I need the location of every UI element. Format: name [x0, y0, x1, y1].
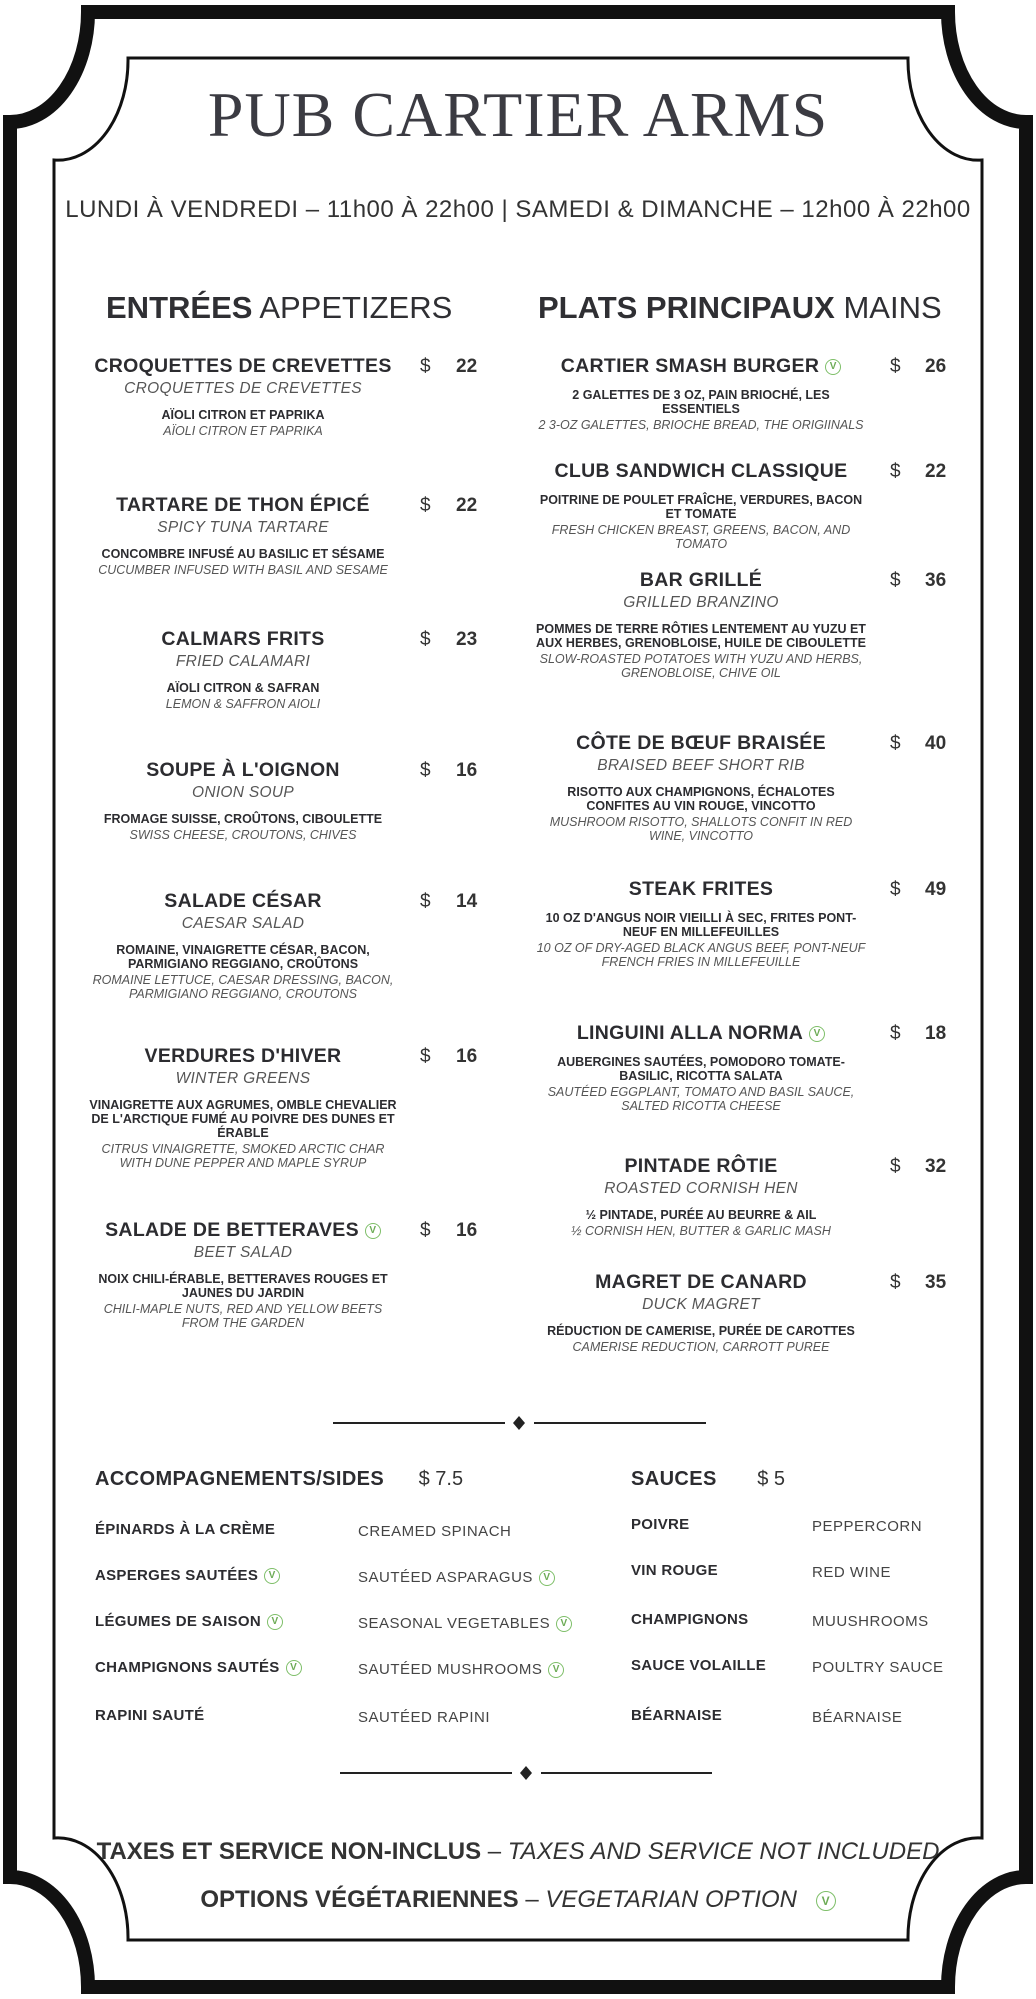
item-description-en: CAMERISE REDUCTION, CARROTT PUREE	[572, 1340, 830, 1354]
divider-ornament	[333, 1416, 706, 1430]
menu-item	[535, 1271, 867, 1354]
mains-heading-en: MAINS	[843, 290, 942, 325]
item-name	[88, 628, 398, 651]
item-description-en: CITRUS VINAIGRETTE, SMOKED ARCTIC CHAR WITH DUNE PEPPER AND MAPLE SYRUP	[101, 1142, 385, 1170]
menu-item	[88, 759, 398, 842]
sides-heading-row	[95, 1468, 463, 1491]
menu-item	[535, 1155, 867, 1238]
taxes-separator: –	[487, 1838, 502, 1865]
side-item-fr-text: CHAMPIGNONS SAUTÉS	[95, 1659, 280, 1676]
item-price: 36	[925, 570, 947, 591]
item-description: ROMAINE, VINAIGRETTE CÉSAR, BACON, PARMIGIANO REGGIANO, CROÛTONS	[116, 943, 370, 971]
item-name	[88, 1045, 398, 1068]
item-description-en: MUSHROOM RISOTTO, SHALLOTS CONFIT IN RED WINE, VINCOTTO	[549, 815, 853, 843]
item-description: ½ PINTADE, PURÉE AU BEURRE & AIL	[585, 1208, 817, 1222]
side-item-en	[358, 1661, 564, 1678]
item-description-en: CHILI-MAPLE NUTS, RED AND YELLOW BEETS FROM THE GARDEN	[103, 1302, 383, 1330]
item-description: RÉDUCTION DE CAMERISE, PURÉE DE CAROTTES	[547, 1324, 855, 1338]
appetizers-heading-fr: ENTRÉES	[106, 290, 253, 325]
side-item-fr-text: ASPERGES SAUTÉES	[95, 1567, 259, 1584]
appetizers-heading	[106, 290, 452, 326]
restaurant-title: PUB CARTIER ARMS	[207, 79, 829, 150]
side-item-en	[812, 1518, 922, 1535]
item-price: 14	[456, 891, 478, 912]
item-name-en: CAESAR SALAD	[181, 915, 305, 932]
side-item-fr	[95, 1707, 204, 1724]
item-name-text: VERDURES D'HIVER	[144, 1045, 342, 1067]
item-description: VINAIGRETTE AUX AGRUMES, OMBLE CHEVALIER DE L'ARCTIQUE FUMÉ AU POIVRE DES DUNES ET ÉRABLE	[89, 1098, 397, 1140]
side-item-fr	[631, 1657, 766, 1674]
item-price: 32	[925, 1156, 947, 1177]
item-name-text: LINGUINI ALLA NORMA	[576, 1022, 804, 1044]
mains-heading-fr: PLATS PRINCIPAUX	[538, 290, 835, 325]
side-item-en-text: SEASONAL VEGETABLES	[358, 1615, 551, 1632]
side-item-fr	[631, 1611, 748, 1628]
item-name-text: CÔTE DE BŒUF BRAISÉE	[576, 732, 826, 754]
item-name-text: STEAK FRITES	[628, 878, 774, 900]
item-price: 16	[456, 1046, 478, 1067]
item-name-en: FRIED CALAMARI	[175, 653, 311, 670]
item-name-en: DUCK MAGRET	[642, 1296, 760, 1313]
item-description: RISOTTO AUX CHAMPIGNONS, ÉCHALOTES CONFITES AU VIN ROUGE, VINCOTTO	[567, 785, 835, 813]
item-price: 40	[925, 733, 947, 754]
item-description: NOIX CHILI-ÉRABLE, BETTERAVES ROUGES ET JAUNES DU JARDIN	[98, 1272, 388, 1300]
item-name-text: CLUB SANDWICH CLASSIQUE	[554, 460, 848, 482]
side-item-fr-text: LÉGUMES DE SAISON	[95, 1613, 261, 1630]
item-name-en: BEET SALAD	[193, 1244, 293, 1261]
vegetarian-note-fr: OPTIONS VÉGÉTARIENNES	[200, 1886, 519, 1913]
currency-symbol: $	[890, 1272, 901, 1293]
item-name-en: WINTER GREENS	[175, 1070, 311, 1087]
side-item-en	[358, 1523, 511, 1540]
currency-symbol: $	[890, 733, 901, 754]
side-item-fr-text: POIVRE	[631, 1516, 690, 1533]
divider-ornament	[340, 1766, 712, 1780]
item-description: POMMES DE TERRE RÔTIES LENTEMENT AU YUZU ET AUX HERBES, GRENOBLOISE, HUILE DE CIBOULETTE	[536, 622, 866, 650]
item-name	[535, 1022, 867, 1045]
item-name	[88, 494, 398, 517]
item-description-en: AÏOLI CITRON ET PAPRIKA	[163, 424, 323, 438]
item-name-text: MAGRET DE CANARD	[595, 1271, 807, 1293]
sides-price: $ 7.5	[418, 1468, 464, 1490]
taxes-note-en: TAXES AND SERVICE NOT INCLUDED	[507, 1838, 940, 1865]
side-item-fr	[95, 1659, 302, 1676]
item-name	[535, 1155, 867, 1178]
item-price: 18	[925, 1023, 947, 1044]
vegetarian-note-en: VEGETARIAN OPTION	[545, 1886, 797, 1913]
appetizers-heading-en: APPETIZERS	[259, 290, 453, 325]
side-item-fr	[631, 1562, 718, 1579]
menu-item	[88, 355, 398, 438]
item-description: AÏOLI CITRON & SAFRAN	[166, 681, 320, 695]
side-item-fr-text: BÉARNAISE	[631, 1707, 723, 1724]
item-description-en: ½ CORNISH HEN, BUTTER & GARLIC MASH	[571, 1224, 831, 1238]
item-name-en: CROQUETTES DE CREVETTES	[124, 380, 362, 397]
menu-item	[535, 732, 867, 843]
vegetarian-icon: V	[539, 1570, 555, 1586]
item-name	[535, 569, 867, 592]
vegetarian-separator: –	[525, 1886, 539, 1913]
side-item-en-text: BÉARNAISE	[812, 1709, 903, 1726]
sides-heading: ACCOMPAGNEMENTS/SIDES	[95, 1468, 385, 1490]
item-description: 10 OZ D'ANGUS NOIR VIEILLI À SEC, FRITES PONT-NEUF EN MILLEFEUILLES	[545, 911, 857, 939]
item-name-en: SPICY TUNA TARTARE	[157, 519, 329, 536]
currency-symbol: $	[420, 1220, 431, 1241]
item-description-en: SWISS CHEESE, CROUTONS, CHIVES	[129, 828, 357, 842]
side-item-fr	[95, 1521, 275, 1538]
item-name	[535, 355, 867, 378]
vegetarian-icon: V	[267, 1614, 283, 1630]
side-item-en	[812, 1613, 929, 1630]
taxes-note-fr: TAXES ET SERVICE NON-INCLUS	[96, 1838, 482, 1865]
side-item-fr	[631, 1516, 689, 1533]
sauces-price: $ 5	[757, 1468, 786, 1490]
item-price: 26	[925, 356, 947, 377]
vegetarian-icon: V	[548, 1662, 564, 1678]
item-description-en: FRESH CHICKEN BREAST, GREENS, BACON, AND TOMATO	[551, 523, 851, 551]
side-item-fr-text: RAPINI SAUTÉ	[95, 1707, 205, 1724]
taxes-note	[0, 1838, 1036, 1866]
currency-symbol: $	[420, 356, 431, 377]
currency-symbol: $	[420, 760, 431, 781]
side-item-en-text: MUUSHROOMS	[812, 1613, 929, 1630]
item-name-en: ONION SOUP	[191, 784, 295, 801]
item-description-en: CUCUMBER INFUSED WITH BASIL AND SESAME	[98, 563, 388, 577]
side-item-en-text: SAUTÉED ASPARAGUS	[358, 1569, 533, 1586]
mains-heading	[538, 290, 942, 326]
vegetarian-icon: V	[825, 359, 841, 375]
vegetarian-icon: V	[264, 1568, 280, 1584]
item-description-en: SAUTÉED EGGPLANT, TOMATO AND BASIL SAUCE, SALTED RICOTTA CHEESE	[547, 1085, 855, 1113]
vegetarian-icon: V	[556, 1616, 572, 1632]
side-item-fr-text: VIN ROUGE	[631, 1562, 718, 1579]
vegetarian-icon: V	[809, 1026, 825, 1042]
item-description-en: LEMON & SAFFRON AIOLI	[165, 697, 321, 711]
currency-symbol: $	[420, 495, 431, 516]
vegetarian-icon: V	[816, 1891, 836, 1911]
item-name	[88, 890, 398, 913]
item-name	[535, 732, 867, 755]
item-name-text: TARTARE DE THON ÉPICÉ	[116, 494, 370, 516]
vegetarian-icon: V	[286, 1660, 302, 1676]
side-item-fr-text: SAUCE VOLAILLE	[631, 1657, 767, 1674]
item-price: 22	[456, 495, 478, 516]
item-description: CONCOMBRE INFUSÉ AU BASILIC ET SÉSAME	[101, 547, 385, 561]
item-name-en: GRILLED BRANZINO	[623, 594, 779, 611]
item-name	[535, 1271, 867, 1294]
sauces-heading: SAUCES	[631, 1468, 717, 1490]
opening-hours: LUNDI À VENDREDI – 11h00 À 22h00 | SAMEDI & DIMANCHE – 12h00 À 22h00	[65, 196, 971, 223]
item-name	[88, 355, 398, 378]
side-item-fr	[631, 1707, 722, 1724]
item-description: FROMAGE SUISSE, CROÛTONS, CIBOULETTE	[103, 812, 383, 826]
item-name-text: SALADE CÉSAR	[164, 890, 322, 912]
item-price: 22	[925, 461, 947, 482]
currency-symbol: $	[890, 1156, 901, 1177]
side-item-fr	[95, 1613, 283, 1630]
item-description-en: 10 OZ OF DRY-AGED BLACK ANGUS BEEF, PONT-NEUF FRENCH FRIES IN MILLEFEUILLE	[536, 941, 866, 969]
item-name	[88, 1219, 398, 1242]
currency-symbol: $	[890, 356, 901, 377]
currency-symbol: $	[420, 629, 431, 650]
item-price: 22	[456, 356, 478, 377]
item-name-text: SOUPE À L'OIGNON	[146, 759, 340, 781]
currency-symbol: $	[420, 1046, 431, 1067]
menu-item	[535, 569, 867, 680]
item-description: AÏOLI CITRON ET PAPRIKA	[161, 408, 325, 422]
currency-symbol: $	[890, 461, 901, 482]
currency-symbol: $	[890, 570, 901, 591]
item-name-en: ROASTED CORNISH HEN	[604, 1180, 798, 1197]
item-description: AUBERGINES SAUTÉES, POMODORO TOMATE-BASILIC, RICOTTA SALATA	[557, 1055, 845, 1083]
side-item-en	[812, 1709, 902, 1726]
side-item-en	[358, 1569, 555, 1586]
item-price: 49	[925, 879, 947, 900]
menu-item	[88, 890, 398, 1001]
item-name-text: CROQUETTES DE CREVETTES	[94, 355, 392, 377]
item-name-en: BRAISED BEEF SHORT RIB	[597, 757, 805, 774]
side-item-en-text: SAUTÉED MUSHROOMS	[358, 1661, 543, 1678]
item-name-text: SALADE DE BETTERAVES	[105, 1219, 359, 1241]
menu-item	[88, 1045, 398, 1170]
side-item-en	[812, 1659, 944, 1676]
item-description: POITRINE DE POULET FRAÎCHE, VERDURES, BACON ET TOMATE	[539, 493, 863, 521]
item-description-en: ROMAINE LETTUCE, CAESAR DRESSING, BACON, PARMIGIANO REGGIANO, CROUTONS	[92, 973, 394, 1001]
currency-symbol: $	[890, 1023, 901, 1044]
currency-symbol: $	[890, 879, 901, 900]
side-item-en-text: CREAMED SPINACH	[358, 1523, 512, 1540]
side-item-fr-text: CHAMPIGNONS	[631, 1611, 749, 1628]
item-price: 16	[456, 1220, 478, 1241]
menu-item	[535, 1022, 867, 1113]
vegetarian-icon: V	[365, 1223, 381, 1239]
menu-item	[535, 878, 867, 969]
side-item-en-text: RED WINE	[812, 1564, 891, 1581]
menu-item	[535, 460, 867, 551]
menu-item	[88, 628, 398, 711]
side-item-fr-text: ÉPINARDS À LA CRÈME	[95, 1521, 276, 1538]
item-price: 35	[925, 1272, 947, 1293]
item-price: 16	[456, 760, 478, 781]
sauces-heading-row	[631, 1468, 785, 1491]
item-name-text: CARTIER SMASH BURGER	[560, 355, 820, 377]
item-name-text: BAR GRILLÉ	[639, 569, 763, 591]
menu-item	[535, 355, 867, 432]
side-item-en-text: SAUTÉED RAPINI	[358, 1709, 491, 1726]
item-name-text: PINTADE RÔTIE	[624, 1155, 778, 1177]
item-name-text: CALMARS FRITS	[161, 628, 325, 650]
menu-item	[88, 1219, 398, 1330]
item-description-en: SLOW-ROASTED POTATOES WITH YUZU AND HERBS, GRENOBLOISE, CHIVE OIL	[539, 652, 863, 680]
side-item-fr	[95, 1567, 280, 1584]
side-item-en-text: POULTRY SAUCE	[812, 1659, 944, 1676]
item-description-en: 2 3-OZ GALETTES, BRIOCHE BREAD, THE ORIGIINALS	[538, 418, 864, 432]
side-item-en	[358, 1709, 490, 1726]
side-item-en	[358, 1615, 572, 1632]
item-name	[535, 460, 867, 483]
item-price: 23	[456, 629, 478, 650]
side-item-en	[812, 1564, 891, 1581]
item-name	[535, 878, 867, 901]
menu-item	[88, 494, 398, 577]
item-name	[88, 759, 398, 782]
item-description: 2 GALETTES DE 3 OZ, PAIN BRIOCHÉ, LES ESSENTIELS	[572, 388, 830, 416]
side-item-en-text: PEPPERCORN	[812, 1518, 923, 1535]
vegetarian-note	[0, 1886, 1036, 1914]
currency-symbol: $	[420, 891, 431, 912]
